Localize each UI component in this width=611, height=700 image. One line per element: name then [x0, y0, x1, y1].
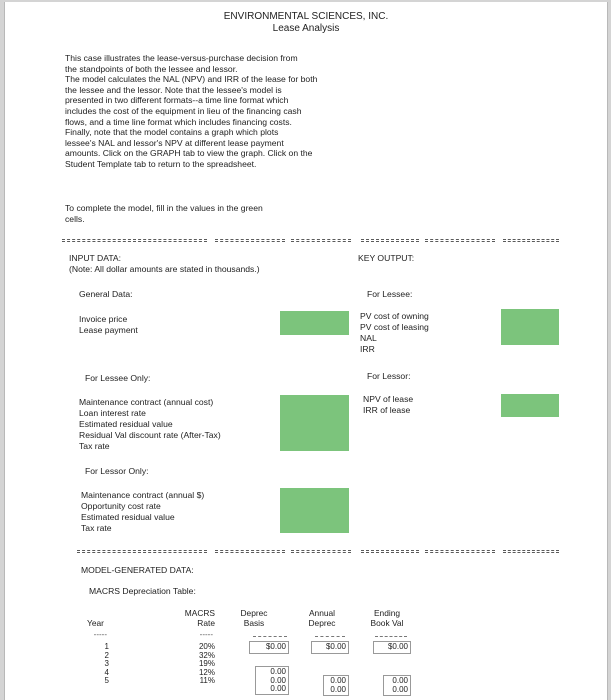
separator	[291, 550, 351, 553]
instruction-line: To complete the model, fill in the values in the green	[65, 203, 263, 213]
loan-interest-rate-label: Loan interest rate	[79, 408, 146, 418]
annual-divider	[315, 636, 345, 637]
annual-cell-year1[interactable]: $0.00	[311, 641, 349, 654]
invoice-price-label: Invoice price	[79, 314, 128, 324]
lessee-input-cells[interactable]	[280, 395, 349, 451]
deprec-basis-header: Deprec Basis	[240, 608, 268, 628]
lessor-input-cells[interactable]	[280, 488, 349, 533]
separator	[503, 239, 559, 242]
separator	[425, 239, 495, 242]
separator	[503, 550, 559, 553]
annual-cell: 0.00	[330, 676, 346, 685]
year-cell: 4	[104, 667, 109, 677]
year-cell: 3	[104, 659, 109, 669]
book-cell-year1[interactable]: $0.00	[373, 641, 411, 654]
rate-cell: 12%	[198, 667, 215, 677]
lessee-output-cells[interactable]	[501, 309, 559, 345]
tax-rate-label: Tax rate	[79, 441, 110, 451]
description-line: Student Template tab to return to the spreadsheet.	[65, 158, 257, 169]
description-line: This case illustrates the lease-versus-purchase decision from	[65, 53, 298, 63]
rate-cell: 20%	[198, 642, 215, 651]
lessor-maintenance-label: Maintenance contract (annual $)	[81, 490, 205, 500]
rate-divider: -----	[199, 630, 213, 639]
case-description	[65, 53, 317, 170]
macrs-rate-header: MACRS Rate	[184, 608, 215, 628]
input-data-title: INPUT DATA:	[69, 253, 122, 263]
lessor-residual-value-label: Estimated residual value	[81, 512, 175, 522]
description-line: amounts. Click on the GRAPH tab to view the graph. Click on the	[65, 148, 313, 159]
separator	[361, 239, 419, 242]
general-items	[79, 314, 138, 336]
rate-cell: 32%	[198, 650, 215, 660]
year-cell: 1	[104, 642, 109, 651]
opportunity-cost-rate-label: Opportunity cost rate	[81, 501, 161, 511]
general-data-input-cells[interactable]	[280, 311, 349, 335]
lessor-output-cells[interactable]	[501, 394, 559, 417]
ending-book-header: Ending Book Val	[370, 608, 404, 628]
lessee-output-items	[360, 311, 429, 355]
description-line: presented in two different formats--a time line format which	[65, 95, 289, 106]
irr-of-lease-label: IRR of lease	[363, 405, 411, 415]
spreadsheet-sheet	[4, 2, 608, 700]
rate-column	[187, 643, 215, 686]
separator	[77, 550, 207, 553]
separator	[215, 239, 285, 242]
basis-cell: 0.00	[270, 684, 286, 694]
separator	[62, 239, 207, 242]
for-lessor-label: For Lessor:	[367, 371, 411, 381]
model-data-title: MODEL-GENERATED DATA:	[81, 565, 194, 575]
book-cell: 0.00	[392, 676, 408, 685]
for-lessor-only-label: For Lessor Only:	[85, 466, 149, 476]
rate-cell: 11%	[199, 676, 215, 686]
annual-cells-years4-5[interactable]	[323, 675, 349, 696]
instructions	[65, 203, 263, 225]
rate-cell: 19%	[198, 659, 215, 669]
lessor-input-items	[81, 490, 204, 534]
general-data-label: General Data:	[79, 289, 133, 299]
pv-cost-owning-label: PV cost of owning	[360, 311, 429, 321]
maintenance-contract-label: Maintenance contract (annual cost)	[79, 397, 214, 407]
description-line: The model calculates the NAL (NPV) and IRR of the lease for both	[65, 74, 318, 85]
irr-label: IRR	[360, 344, 375, 354]
description-line: Finally, note that the model contains a graph which plots	[65, 127, 279, 138]
basis-cell-year1[interactable]: $0.00	[249, 641, 289, 654]
description-line: the standpoints of both the lessee and lessor.	[65, 63, 238, 74]
lease-payment-label: Lease payment	[79, 325, 138, 335]
separator	[215, 550, 285, 553]
page-subtitle: Lease Analysis	[272, 23, 340, 34]
lessor-tax-rate-label: Tax rate	[81, 523, 112, 533]
description-line: includes the cost of the equipment in lieu of the financing cash	[65, 105, 302, 116]
description-line: the lessee and the lessor. Note that the lessee's model is	[65, 84, 282, 95]
lessor-output-items	[363, 394, 413, 416]
basis-cells-years3-5[interactable]	[255, 666, 289, 695]
year-header: Year	[87, 618, 104, 628]
instruction-line: cells.	[65, 214, 85, 224]
book-divider	[375, 636, 407, 637]
book-cell: 0.00	[392, 684, 408, 694]
company-title: ENVIRONMENTAL SCIENCES, INC.	[223, 11, 389, 22]
pv-cost-leasing-label: PV cost of leasing	[360, 322, 429, 332]
for-lessee-label: For Lessee:	[367, 289, 413, 299]
annual-deprec-header: Annual Deprec	[308, 608, 336, 628]
input-data-note: (Note: All dollar amounts are stated in thousands.)	[69, 264, 260, 274]
basis-cell: 0.00	[270, 667, 286, 676]
separator	[361, 550, 419, 553]
basis-divider	[253, 636, 287, 637]
book-cells-years4-5[interactable]	[383, 675, 411, 696]
macrs-table-label: MACRS Depreciation Table:	[89, 586, 196, 596]
basis-cell: 0.00	[270, 675, 286, 685]
separator	[425, 550, 495, 553]
description-line: lessee's NAL and lessor's NPV at different lease payment	[65, 137, 284, 148]
residual-discount-rate-label: Residual Val discount rate (After-Tax)	[79, 430, 221, 440]
description-line: flows, and a time line format which includes financing costs.	[65, 116, 292, 127]
year-cell: 5	[104, 676, 109, 686]
year-divider: -----	[93, 630, 107, 639]
annual-cell: 0.00	[330, 684, 346, 694]
year-cell: 2	[104, 650, 109, 660]
key-output-title: KEY OUTPUT:	[358, 253, 415, 263]
nal-label: NAL	[360, 333, 377, 343]
separator	[291, 239, 351, 242]
estimated-residual-value-label: Estimated residual value	[79, 419, 173, 429]
for-lessee-only-label: For Lessee Only:	[85, 373, 151, 383]
year-column	[85, 643, 109, 686]
lessee-input-items	[79, 397, 221, 452]
npv-of-lease-label: NPV of lease	[363, 394, 414, 404]
